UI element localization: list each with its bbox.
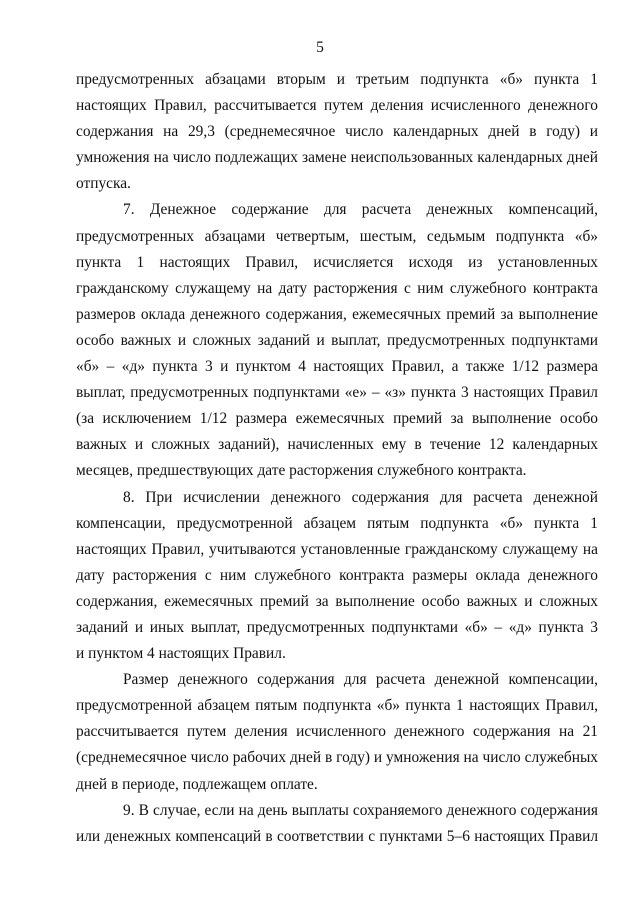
text-line: и пунктом 4 настоящих Правил.	[76, 645, 286, 663]
text-line: 9. В случае, если на день выплаты сохраняемого денежного содержания	[123, 801, 598, 819]
text-line: дней в периоде, подлежащем оплате.	[76, 775, 318, 793]
text-line: рассчитывается путем деления исчисленного денежного содержания на 21	[76, 723, 598, 741]
text-line: предусмотренной абзацем пятым подпункта «б» пункта 1 настоящих Правил,	[76, 697, 598, 715]
text-line: «б» – «д» пункта 3 и пунктом 4 настоящих Правил, а также 1/12 размера	[76, 358, 598, 376]
document-body	[76, 70, 598, 853]
text-line: настоящих Правил, рассчитывается путем деления исчисленного денежного	[76, 97, 598, 115]
text-line: настоящих Правил, учитываются установленные гражданскому служащему на	[76, 540, 598, 558]
page-number: 5	[316, 39, 324, 56]
text-line: дату расторжения с ним служебного контракта размеры оклада денежного	[76, 566, 598, 584]
text-line: заданий и иных выплат, предусмотренных подпунктами «б» – «д» пункта 3	[76, 618, 598, 636]
text-line: выплат, предусмотренных подпунктами «е» – «з» пункта 3 настоящих Правил	[76, 384, 598, 402]
text-line: важных и сложных заданий), начисленных ему в течение 12 календарных	[76, 436, 598, 454]
text-line: умножения на число подлежащих замене неиспользованных календарных дней	[76, 149, 598, 167]
text-line: предусмотренных абзацами четвертым, шестым, седьмым подпункта «б»	[76, 227, 598, 245]
text-line: содержания, ежемесячных премий за выполнение особо важных и сложных	[76, 592, 598, 610]
text-line: месяцев, предшествующих дате расторжения служебного контракта.	[76, 462, 527, 480]
text-line: Размер денежного содержания для расчета денежной компенсации,	[123, 671, 598, 689]
text-line: 8. При исчислении денежного содержания для расчета денежной	[123, 488, 598, 506]
text-line: содержания на 29,3 (среднемесячное число календарных дней в году) и	[76, 123, 598, 141]
text-line: (за исключением 1/12 размера ежемесячных премий за выполнение особо	[76, 410, 598, 428]
text-line: гражданскому служащему на дату расторжения с ним служебного контракта	[76, 279, 598, 297]
text-line: (среднемесячное число рабочих дней в году) и умножения на число служебных	[76, 749, 598, 767]
text-line: пункта 1 настоящих Правил, исчисляется исходя из установленных	[76, 253, 598, 271]
text-line: размеров оклада денежного содержания, ежемесячных премий за выполнение	[76, 305, 598, 323]
text-line: отпуска.	[76, 175, 131, 193]
text-line: компенсации, предусмотренной абзацем пятым подпункта «б» пункта 1	[76, 514, 598, 532]
text-line: предусмотренных абзацами вторым и третьим подпункта «б» пункта 1	[76, 71, 598, 88]
text-line: или денежных компенсаций в соответствии с пунктами 5–6 настоящих Правил	[76, 827, 598, 845]
text-line: 7. Денежное содержание для расчета денежных компенсаций,	[123, 201, 598, 219]
text-line: особо важных и сложных заданий и выплат, предусмотренных подпунктами	[76, 331, 598, 349]
